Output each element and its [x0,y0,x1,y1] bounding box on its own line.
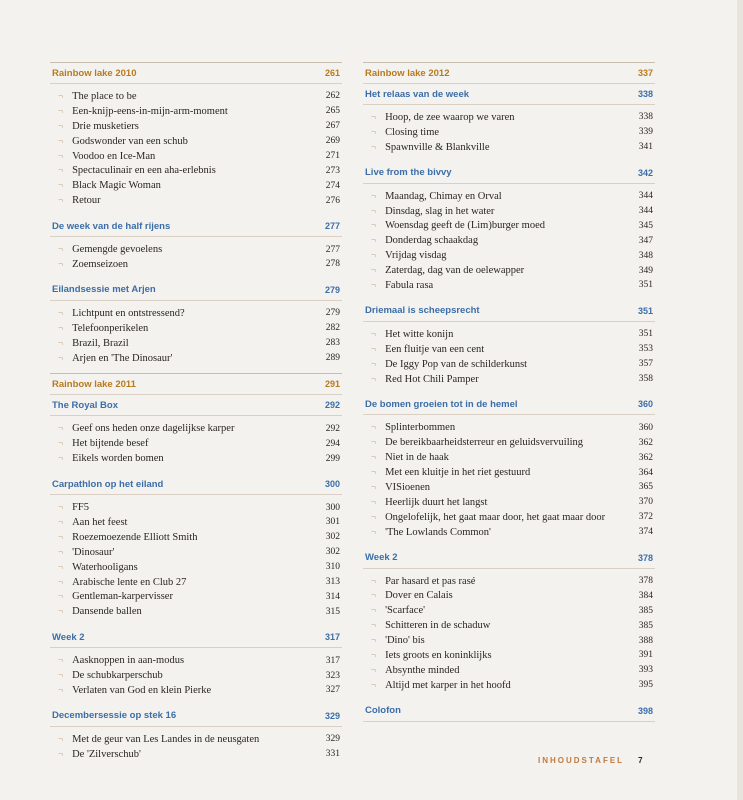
section-page: 398 [637,705,653,716]
entry-title: ¬ Closing time [363,125,439,140]
section-title: Colofon [365,705,401,717]
entry-page: 349 [638,265,653,276]
entry-title: ¬ Voodoo en Ice-Man [50,149,155,164]
section-title: Week 2 [365,552,398,564]
toc-entry[interactable] [363,450,655,465]
entry-page: 385 [638,620,653,631]
toc-section-header[interactable] [50,706,342,727]
toc-section-header[interactable] [363,548,655,569]
toc-entry[interactable] [50,242,342,257]
toc-entry[interactable] [363,603,655,618]
entry-page: 282 [325,323,340,334]
entry-title: ¬ Absynthe minded [363,663,459,678]
toc-entry-list [50,495,342,627]
toc-entry-list [363,184,655,301]
section-title: Rainbow lake 2010 [52,67,137,79]
toc-section-header[interactable] [50,216,342,237]
entry-page: 341 [638,142,653,153]
toc-entry[interactable] [363,465,655,480]
section-page: 317 [324,632,340,643]
entry-page: 351 [638,280,653,291]
toc-section-header[interactable] [363,394,655,415]
entry-page: 329 [325,734,340,745]
toc-entry[interactable] [50,306,342,321]
toc-entry[interactable] [363,678,655,693]
entry-page: 315 [325,606,340,617]
toc-entry[interactable] [363,218,655,233]
toc-entry[interactable] [50,515,342,530]
entry-page: 265 [325,106,340,117]
entry-page: 388 [638,635,653,646]
toc-entry[interactable] [50,668,342,683]
page-footer [538,756,643,765]
toc-entry[interactable] [363,525,655,540]
toc-entry[interactable] [50,257,342,272]
entry-title: ¬ De Iggy Pop van de schilderkunst [363,357,527,372]
toc-entry[interactable] [50,104,342,119]
toc-section-header[interactable] [50,474,342,495]
entry-title: ¬ Gentleman-karpervisser [50,589,173,604]
entry-title: ¬ Dinsdag, slag in het water [363,204,494,219]
entry-title: ¬ Met de geur van Les Landes in de neusgaten [50,732,259,747]
toc-entry[interactable] [50,436,342,451]
entry-title: ¬ Black Magic Woman [50,178,161,193]
entry-title: ¬ Niet in de haak [363,450,449,465]
section-title: Decembersessie op stek 16 [52,710,177,722]
toc-entry[interactable] [363,510,655,525]
entry-page: 357 [638,359,653,370]
entry-title: ¬ VISioenen [363,480,430,495]
toc-entry[interactable] [363,495,655,510]
toc-entry[interactable] [363,588,655,603]
entry-title: ¬ Het bijtende besef [50,436,148,451]
toc-entry[interactable] [50,589,342,604]
entry-page: 338 [638,112,653,123]
entry-title: ¬ Maandag, Chimay en Orval [363,189,502,204]
entry-title: ¬ Brazil, Brazil [50,336,129,351]
toc-entry[interactable] [363,372,655,387]
toc-entry[interactable] [363,648,655,663]
section-title: De week van de half rijens [52,220,171,232]
toc-entry-list [50,301,342,374]
toc-entry[interactable] [50,545,342,560]
toc-entry[interactable] [363,342,655,357]
entry-title: ¬ Zoemseizoen [50,257,128,272]
toc-entry[interactable] [363,633,655,648]
toc-entry-list [363,569,655,701]
section-title: Rainbow lake 2011 [52,378,136,390]
entry-title: ¬ Geef ons heden onze dagelijkse karper [50,421,234,436]
entry-title: ¬ De bereikbaarheidsterreur en geluidsvervuiling [363,435,583,450]
entry-title: ¬ Een fluitje van een cent [363,342,484,357]
entry-page: 273 [325,165,340,176]
entry-page: 269 [325,136,340,147]
section-title: Rainbow lake 2012 [365,67,450,79]
entry-title: ¬ Roezemoezende Elliott Smith [50,530,197,545]
entry-page: 299 [325,453,340,464]
toc-entry[interactable] [50,421,342,436]
toc-entry[interactable] [50,575,342,590]
entry-title: ¬ Hoop, de zee waarop we varen [363,110,515,125]
section-page: 300 [324,479,340,490]
toc-entry[interactable] [50,747,342,762]
entry-page: 362 [638,452,653,463]
section-page: 342 [637,167,653,178]
entry-page: 372 [638,512,653,523]
toc-entry-list [363,415,655,547]
entry-page: 370 [638,497,653,508]
entry-title: ¬ Arabische lente en Club 27 [50,575,186,590]
toc-entry[interactable] [50,336,342,351]
entry-title: ¬ Fabula rasa [363,278,433,293]
entry-page: 374 [638,527,653,538]
toc-entry[interactable] [363,480,655,495]
entry-page: 276 [325,195,340,206]
entry-page: 344 [638,191,653,202]
section-title: Driemaal is scheepsrecht [365,305,480,317]
entry-title: ¬ 'The Lowlands Common' [363,525,491,540]
entry-page: 313 [325,577,340,588]
footer-label: INHOUDSTAFEL [538,756,625,765]
entry-page: 364 [638,467,653,478]
entry-page: 353 [638,344,653,355]
entry-page: 302 [325,532,340,543]
entry-title: ¬ Godswonder van een schub [50,134,188,149]
toc-section-header[interactable] [50,627,342,648]
section-page: 338 [637,89,653,99]
section-page: 329 [324,710,340,721]
toc-entry[interactable] [363,189,655,204]
page-edge [737,0,743,800]
toc-entry-list [50,727,342,770]
toc-entry[interactable] [50,119,342,134]
section-title: Carpathlon op het eiland [52,478,164,490]
toc-entry[interactable] [363,110,655,125]
toc-entry-list [363,105,655,163]
toc-entry[interactable] [363,420,655,435]
entry-title: ¬ Met een kluitje in het riet gestuurd [363,465,530,480]
entry-title: ¬ Spawnville & Blankville [363,140,489,155]
toc-entry[interactable] [363,248,655,263]
section-title: De bomen groeien tot in de hemel [365,398,518,410]
entry-page: 358 [638,374,653,385]
entry-page: 302 [325,547,340,558]
toc-entry[interactable] [50,653,342,668]
toc-section-header[interactable] [363,301,655,322]
toc-right-column [363,62,655,722]
entry-title: ¬ Splinterbommen [363,420,455,435]
toc-section-header[interactable] [50,373,342,395]
toc-section-header[interactable] [363,701,655,722]
entry-title: ¬ Schitteren in de schaduw [363,618,490,633]
entry-page: 279 [325,308,340,319]
entry-title: ¬ 'Scarface' [363,603,425,618]
entry-title: ¬ Gemengde gevoelens [50,242,162,257]
entry-title: ¬ De 'Zilverschub' [50,747,141,762]
entry-title: ¬ Woensdag geeft de (Lim)burger moed [363,218,545,233]
toc-entry-list [50,416,342,474]
toc-entry[interactable] [363,327,655,342]
entry-title: ¬ Drie musketiers [50,119,139,134]
entry-page: 344 [638,206,653,216]
entry-title: ¬ Dover en Calais [363,588,453,603]
section-page: 261 [324,68,340,78]
toc-entry[interactable] [50,321,342,336]
entry-page: 294 [325,438,340,449]
toc-section-header[interactable] [50,280,342,301]
entry-title: ¬ Spectaculinair en een aha-erlebnis [50,163,216,178]
entry-page: 351 [638,329,653,340]
entry-title: ¬ Dansende ballen [50,604,142,619]
entry-page: 300 [325,502,340,513]
page-number: 7 [638,756,643,765]
entry-title: ¬ Par hasard et pas rasé [363,574,475,589]
toc-section-header[interactable] [50,395,342,416]
entry-title: ¬ Iets groots en koninklijks [363,648,492,663]
toc-entry[interactable] [363,125,655,140]
toc-entry-list [50,237,342,280]
entry-page: 301 [325,517,340,528]
toc-entry[interactable] [363,435,655,450]
toc-entry[interactable] [50,163,342,178]
entry-page: 271 [325,151,340,161]
toc-left-column [50,62,342,770]
section-page: 378 [637,552,653,563]
entry-title: ¬ De schubkarperschub [50,668,163,683]
entry-title: ¬ Altijd met karper in het hoofd [363,678,511,693]
section-page: 351 [637,305,653,316]
entry-page: 262 [325,91,340,102]
section-page: 279 [324,284,340,295]
toc-entry-list [50,648,342,706]
entry-page: 331 [325,749,340,760]
entry-page: 345 [638,220,653,231]
entry-page: 378 [638,576,653,587]
toc-section-header[interactable] [363,84,655,105]
toc-entry[interactable] [50,451,342,466]
entry-title: ¬ Retour [50,193,101,208]
toc-entry[interactable] [50,178,342,193]
entry-title: ¬ Een-knijp-eens-in-mijn-arm-moment [50,104,228,119]
section-page: 292 [324,400,340,411]
entry-page: 267 [325,121,340,132]
entry-page: 283 [325,338,340,349]
entry-page: 339 [638,127,653,138]
entry-title: ¬ The place to be [50,89,137,104]
toc-entry-list [50,84,342,216]
toc-entry[interactable] [363,263,655,278]
section-title: Eilandsessie met Arjen [52,284,156,296]
entry-title: ¬ Verlaten van God en klein Pierke [50,683,211,698]
entry-title: ¬ Aasknoppen in aan-modus [50,653,184,668]
entry-page: 360 [638,422,653,433]
toc-entry[interactable] [50,604,342,619]
entry-page: 365 [638,482,653,493]
section-title: Week 2 [52,631,85,643]
entry-page: 385 [638,605,653,616]
toc-entry[interactable] [50,351,342,366]
entry-title: ¬ 'Dino' bis [363,633,425,648]
entry-title: ¬ Vrijdag visdag [363,248,447,263]
toc-entry[interactable] [50,560,342,575]
entry-title: ¬ Waterhooligans [50,560,138,575]
toc-entry[interactable] [50,683,342,698]
entry-title: ¬ Red Hot Chili Pamper [363,372,479,387]
toc-entry[interactable] [50,149,342,164]
toc-entry[interactable] [50,193,342,208]
entry-title: ¬ Ongelofelijk, het gaat maar door, het gaat maar door [363,510,605,525]
section-title: The Royal Box [52,399,118,411]
toc-entry[interactable] [50,530,342,545]
entry-page: 395 [638,680,653,691]
section-page: 291 [324,379,340,390]
toc-entry[interactable] [363,574,655,589]
entry-page: 391 [638,650,653,661]
toc-entry[interactable] [363,278,655,293]
toc-section-header[interactable] [363,163,655,184]
toc-entry[interactable] [50,500,342,515]
section-page: 277 [324,221,340,232]
section-page: 360 [637,399,653,410]
entry-title: ¬ Lichtpunt en ontstressend? [50,306,185,321]
entry-page: 310 [325,562,340,573]
entry-title: ¬ Telefoonperikelen [50,321,148,336]
toc-entry[interactable] [363,140,655,155]
entry-title: ¬ Aan het feest [50,515,127,530]
toc-section-header[interactable] [363,62,655,84]
entry-page: 347 [638,235,653,246]
entry-title: ¬ FF5 [50,500,89,515]
entry-title: ¬ Zaterdag, dag van de oelewapper [363,263,524,278]
entry-title: ¬ Het witte konijn [363,327,453,342]
entry-title: ¬ Heerlijk duurt het langst [363,495,487,510]
toc-entry[interactable] [50,89,342,104]
entry-page: 278 [325,259,340,270]
toc-entry-list [363,322,655,395]
toc-entry[interactable] [363,618,655,633]
toc-entry[interactable] [363,357,655,372]
entry-page: 289 [325,353,340,364]
entry-page: 384 [638,590,653,601]
entry-page: 393 [638,665,653,676]
entry-page: 323 [325,670,340,681]
toc-entry[interactable] [363,233,655,248]
entry-page: 327 [325,685,340,696]
entry-title: ¬ Donderdag schaakdag [363,233,478,248]
entry-page: 317 [325,655,340,666]
entry-page: 314 [325,591,340,602]
toc-entry[interactable] [50,134,342,149]
entry-page: 292 [325,423,340,434]
entry-page: 274 [325,180,340,191]
entry-title: ¬ 'Dinosaur' [50,545,114,560]
entry-page: 362 [638,437,653,448]
entry-page: 277 [325,244,340,255]
toc-section-header[interactable] [50,62,342,84]
section-page: 337 [637,68,653,78]
entry-title: ¬ Arjen en 'The Dinosaur' [50,351,172,366]
toc-entry[interactable] [363,204,655,219]
section-title: Het relaas van de week [365,88,470,100]
toc-entry[interactable] [363,663,655,678]
entry-page: 348 [638,250,653,261]
entry-title: ¬ Eikels worden bomen [50,451,164,466]
section-title: Live from the bivvy [365,167,452,179]
toc-entry[interactable] [50,732,342,747]
